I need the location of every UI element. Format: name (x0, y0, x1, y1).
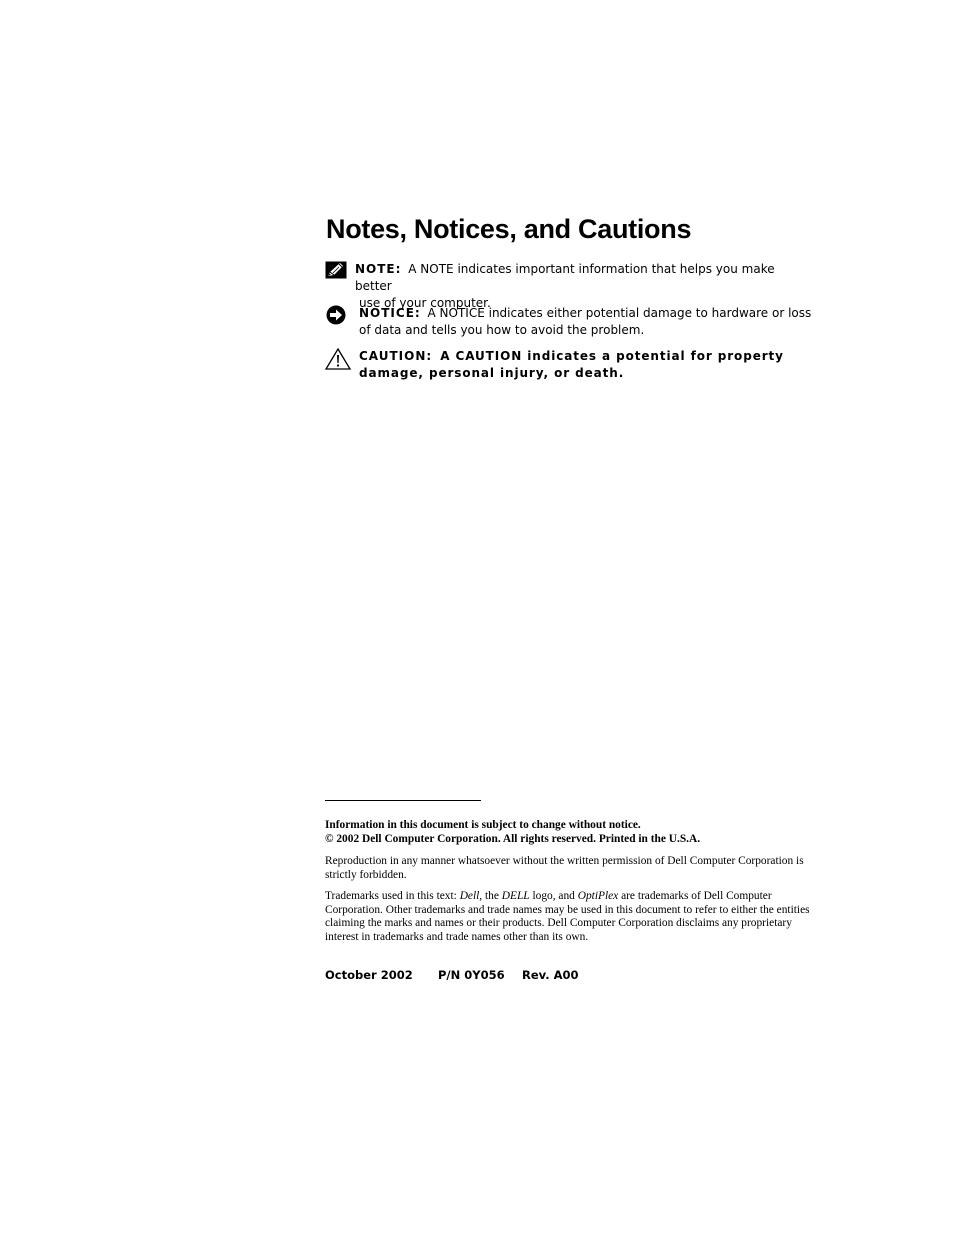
warning-triangle-icon (325, 348, 349, 368)
trademark-prefix: Trademarks used in this text: (325, 890, 460, 902)
caution-block (325, 348, 815, 382)
part-number: P/N 0Y056 (438, 968, 505, 982)
page-title: Notes, Notices, and Cautions (326, 214, 692, 244)
trademark-rest: are trademarks of Dell Computer Corporation. Other trademarks and trade names may be used in this document to refer to either the entities claiming the marks and names or their products. Dell Computer Corporation disclaims any proprietary interest in trademarks and trade names other than its own. (325, 890, 810, 943)
trademark-notice (325, 890, 815, 944)
trademark-dell-logo: DELL (501, 890, 530, 902)
copyright-block (325, 819, 815, 846)
trademark-the: the (482, 890, 502, 902)
note-label: NOTE: (355, 262, 402, 276)
change-notice: Information in this document is subject to change without notice. (325, 819, 641, 831)
pencil-note-icon (325, 261, 349, 281)
reproduction-notice: Reproduction in any manner whatsoever without the written permission of Dell Computer Corporation is strictly forbidden. (325, 855, 804, 881)
notice-block (325, 305, 815, 339)
note-text: A NOTE indicates important information that helps you make better (355, 262, 775, 293)
revision: Rev. A00 (522, 968, 579, 982)
footnote-divider (325, 800, 481, 801)
copyright-line: © 2002 Dell Computer Corporation. All rights reserved. Printed in the U.S.A. (325, 832, 701, 845)
arrow-circle-icon (325, 305, 349, 325)
notice-label: NOTICE: (359, 306, 421, 320)
notice-text: A NOTICE indicates either potential damage to hardware or loss of data and tells you how to avoid the problem. (359, 306, 812, 337)
trademark-logo-and: logo, and (529, 890, 578, 902)
trademark-optiplex: OptiPlex (577, 890, 619, 902)
publication-date: October 2002 (325, 968, 413, 982)
note-text-continued: use of your computer. (359, 296, 491, 310)
caution-text: A CAUTION indicates a potential for property damage, personal injury, or death. (359, 349, 784, 380)
trademark-dell: Dell, (459, 890, 483, 902)
caution-label: CAUTION: (359, 349, 433, 363)
